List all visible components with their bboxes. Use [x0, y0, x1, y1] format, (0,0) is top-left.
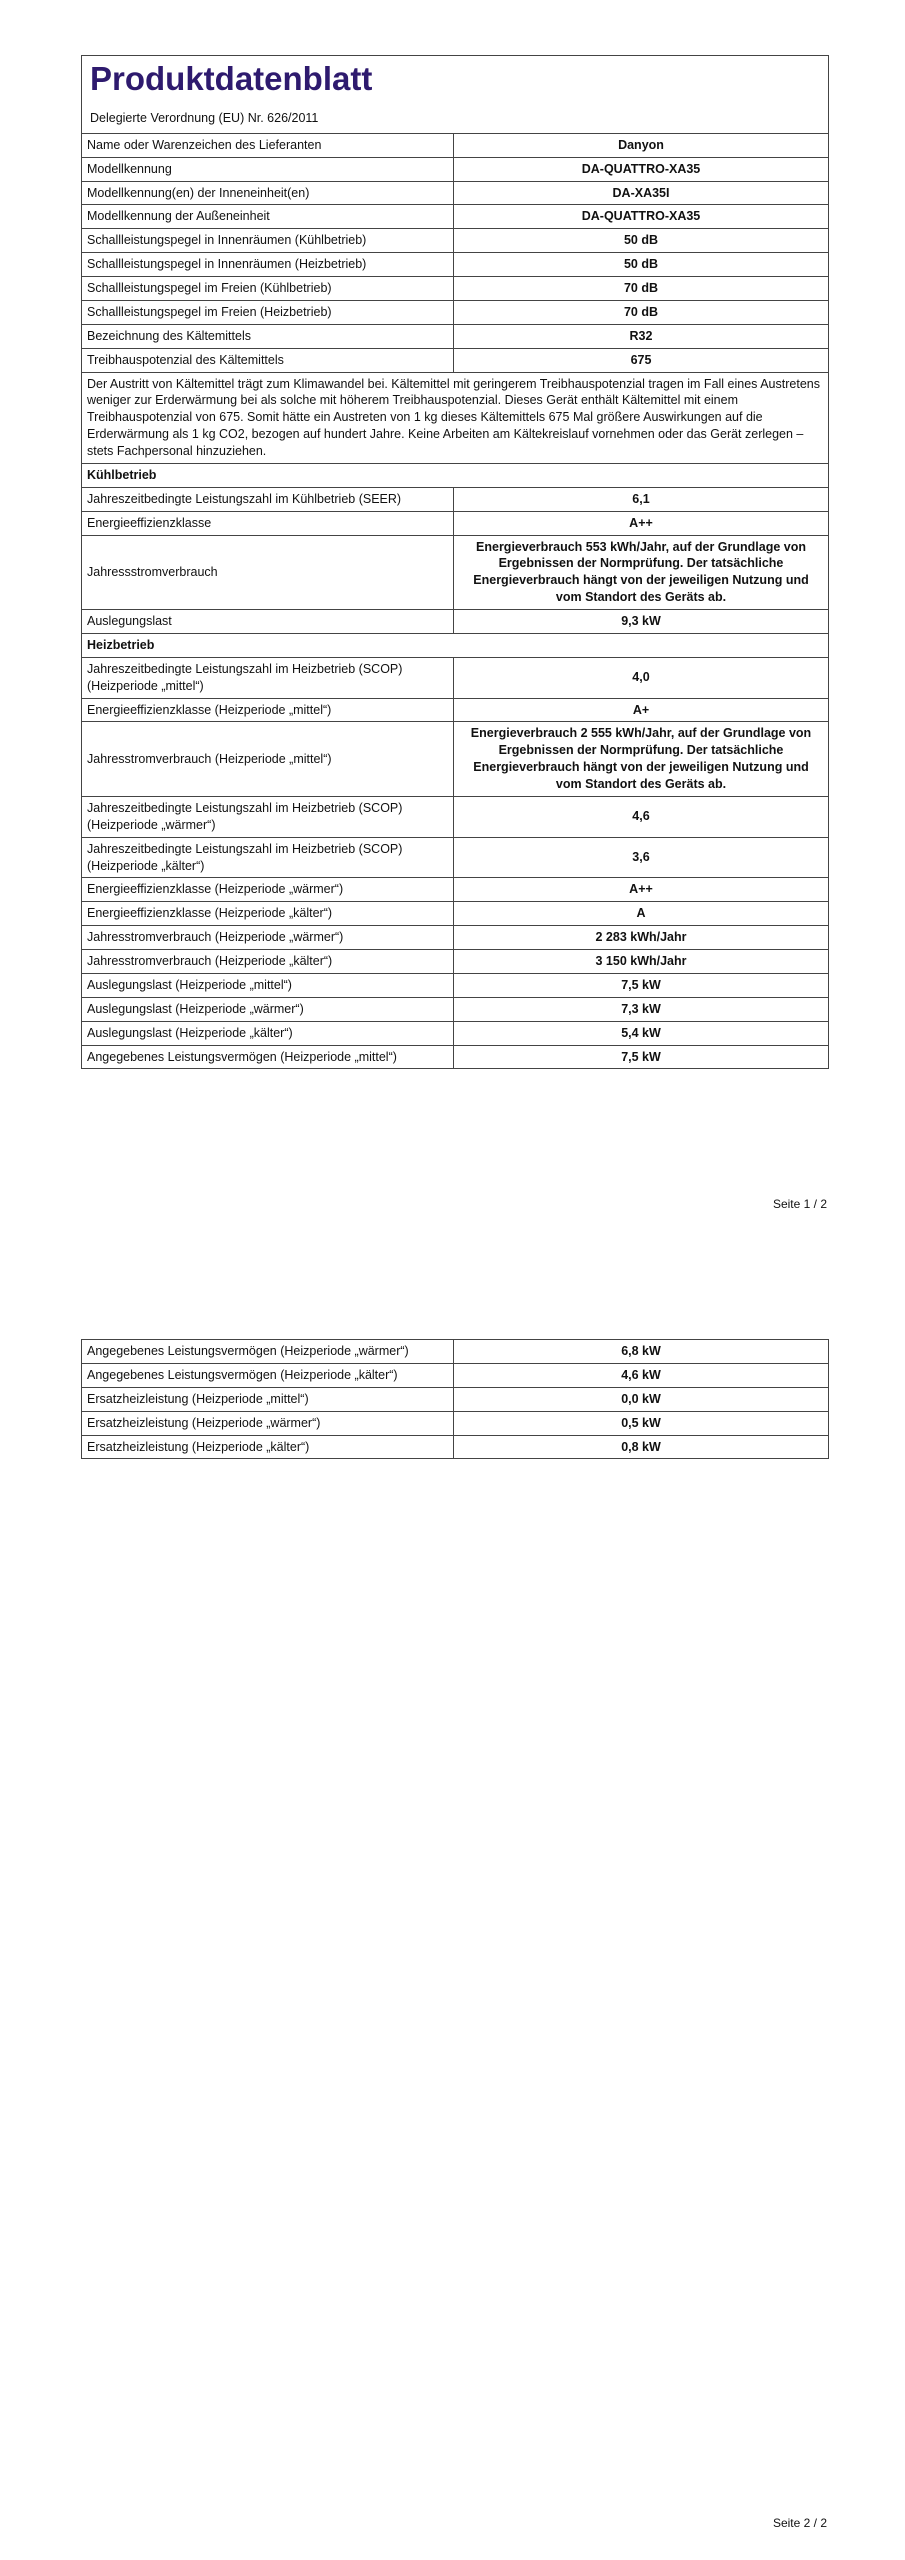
- page-2: [0, 1280, 905, 2560]
- section-row: [82, 633, 829, 657]
- row-value: 675: [454, 348, 829, 372]
- table-row: [82, 535, 829, 610]
- row-value: 7,3 kW: [454, 997, 829, 1021]
- table-row: [82, 324, 829, 348]
- row-label: Ersatzheizleistung (Heizperiode „mittel“): [82, 1387, 454, 1411]
- row-value: Energieverbrauch 2 555 kWh/Jahr, auf der Grundlage von Ergebnissen der Normprüfung. Der tatsächliche Energieverbrauch hängt von der jeweiligen Nutzung und vom Standort des Geräts ab.: [454, 722, 829, 797]
- row-label: Auslegungslast (Heizperiode „kälter“): [82, 1021, 454, 1045]
- row-value: 6,8 kW: [454, 1340, 829, 1364]
- section-heading-cooling: Kühlbetrieb: [82, 463, 829, 487]
- table-row: [82, 902, 829, 926]
- table-row: [82, 610, 829, 634]
- row-value: 2 283 kWh/Jahr: [454, 926, 829, 950]
- row-value: DA-QUATTRO-XA35: [454, 157, 829, 181]
- row-label: Energieeffizienzklasse: [82, 511, 454, 535]
- row-value: 9,3 kW: [454, 610, 829, 634]
- row-label: Name oder Warenzeichen des Lieferanten: [82, 133, 454, 157]
- row-value: 6,1: [454, 487, 829, 511]
- row-label: Energieeffizienzklasse (Heizperiode „wärmer“): [82, 878, 454, 902]
- row-value: DA-XA35I: [454, 181, 829, 205]
- table-row: [82, 229, 829, 253]
- page-title: Produktdatenblatt: [90, 60, 373, 97]
- row-label: Jahreszeitbedingte Leistungszahl im Kühlbetrieb (SEER): [82, 487, 454, 511]
- table-row: [82, 253, 829, 277]
- row-value: 70 dB: [454, 277, 829, 301]
- row-value: 0,5 kW: [454, 1411, 829, 1435]
- row-label: Bezeichnung des Kältemittels: [82, 324, 454, 348]
- row-value: DA-QUATTRO-XA35: [454, 205, 829, 229]
- table-row: [82, 1363, 829, 1387]
- row-value: 0,8 kW: [454, 1435, 829, 1459]
- table-row: [82, 1045, 829, 1069]
- table-row: [82, 133, 829, 157]
- table-row: [82, 837, 829, 878]
- datasheet-table: [81, 55, 829, 1069]
- row-value: 7,5 kW: [454, 1045, 829, 1069]
- page-number: Seite 1 / 2: [772, 1197, 827, 1211]
- regulation-subtitle: Delegierte Verordnung (EU) Nr. 626/2011: [90, 110, 319, 125]
- row-value: 50 dB: [454, 253, 829, 277]
- table-row: [82, 722, 829, 797]
- table-row: [82, 973, 829, 997]
- row-value: A+: [454, 698, 829, 722]
- row-label: Jahresstromverbrauch (Heizperiode „wärmer“): [82, 926, 454, 950]
- table-row: [82, 1411, 829, 1435]
- table-row: [82, 181, 829, 205]
- row-value: A: [454, 902, 829, 926]
- row-label: Schallleistungspegel im Freien (Heizbetrieb): [82, 300, 454, 324]
- row-value: 7,5 kW: [454, 973, 829, 997]
- row-label: Schallleistungspegel im Freien (Kühlbetrieb): [82, 277, 454, 301]
- row-label: Angegebenes Leistungsvermögen (Heizperiode „mittel“): [82, 1045, 454, 1069]
- row-label: Jahresstromverbrauch (Heizperiode „mittel“): [82, 722, 454, 797]
- row-label: Energieeffizienzklasse (Heizperiode „mittel“): [82, 698, 454, 722]
- table-row: [82, 487, 829, 511]
- row-label: Jahressstromverbrauch: [82, 535, 454, 610]
- table-row: [82, 950, 829, 974]
- row-label: Modellkennung: [82, 157, 454, 181]
- row-value: R32: [454, 324, 829, 348]
- row-value: 3 150 kWh/Jahr: [454, 950, 829, 974]
- page-number: Seite 2 / 2: [772, 2516, 827, 2530]
- table-row: [82, 1387, 829, 1411]
- section-row: [82, 463, 829, 487]
- table-row: [82, 157, 829, 181]
- table-row: [82, 997, 829, 1021]
- row-value: 3,6: [454, 837, 829, 878]
- table-row: [82, 1021, 829, 1045]
- row-value: 50 dB: [454, 229, 829, 253]
- title-row: [82, 56, 829, 134]
- table-row: [82, 205, 829, 229]
- table-row: [82, 1340, 829, 1364]
- table-row: [82, 511, 829, 535]
- section-heading-heating: Heizbetrieb: [82, 633, 829, 657]
- table-row: [82, 348, 829, 372]
- title-cell: [82, 56, 829, 134]
- row-label: Modellkennung der Außeneinheit: [82, 205, 454, 229]
- row-value: A++: [454, 511, 829, 535]
- row-label: Auslegungslast (Heizperiode „wärmer“): [82, 997, 454, 1021]
- table-row: [82, 878, 829, 902]
- row-value: 0,0 kW: [454, 1387, 829, 1411]
- datasheet-table-continued: [81, 1339, 829, 1459]
- refrigerant-note-row: [82, 372, 829, 463]
- table-row: [82, 698, 829, 722]
- table-row: [82, 796, 829, 837]
- row-label: Jahresstromverbrauch (Heizperiode „kälter“): [82, 950, 454, 974]
- table-row: [82, 926, 829, 950]
- row-label: Angegebenes Leistungsvermögen (Heizperiode „wärmer“): [82, 1340, 454, 1364]
- row-label: Auslegungslast (Heizperiode „mittel“): [82, 973, 454, 997]
- row-value: 4,6 kW: [454, 1363, 829, 1387]
- table-row: [82, 1435, 829, 1459]
- row-label: Ersatzheizleistung (Heizperiode „kälter“): [82, 1435, 454, 1459]
- row-label: Jahreszeitbedingte Leistungszahl im Heizbetrieb (SCOP) (Heizperiode „wärmer“): [82, 796, 454, 837]
- row-value: 4,0: [454, 657, 829, 698]
- row-label: Schallleistungspegel in Innenräumen (Kühlbetrieb): [82, 229, 454, 253]
- refrigerant-note: Der Austritt von Kältemittel trägt zum Klimawandel bei. Kältemittel mit geringerem Treibhauspotenzial tragen im Fall eines Austretens weniger zur Erderwärmung bei als solche mit höherem Treibhauspotenzial. Dieses Gerät enthält Kältemittel mit einem Treibhauspotenzial von 675. Somit hätte ein Austreten von 1 kg dieses Kältemittels 675 Mal größere Auswirkungen auf die Erderwärmung als 1 kg CO2, bezogen auf hundert Jahre. Keine Arbeiten am Kältekreislauf vornehmen oder das Gerät zerlegen – stets Fachpersonal hinzuziehen.: [82, 372, 829, 463]
- row-value: A++: [454, 878, 829, 902]
- row-label: Auslegungslast: [82, 610, 454, 634]
- table-row: [82, 657, 829, 698]
- row-label: Angegebenes Leistungsvermögen (Heizperiode „kälter“): [82, 1363, 454, 1387]
- row-label: Jahreszeitbedingte Leistungszahl im Heizbetrieb (SCOP) (Heizperiode „mittel“): [82, 657, 454, 698]
- row-value: Danyon: [454, 133, 829, 157]
- row-value: 4,6: [454, 796, 829, 837]
- row-label: Jahreszeitbedingte Leistungszahl im Heizbetrieb (SCOP) (Heizperiode „kälter“): [82, 837, 454, 878]
- row-label: Treibhauspotenzial des Kältemittels: [82, 348, 454, 372]
- row-label: Schallleistungspegel in Innenräumen (Heizbetrieb): [82, 253, 454, 277]
- table-row: [82, 300, 829, 324]
- row-label: Modellkennung(en) der Inneneinheit(en): [82, 181, 454, 205]
- row-value: 70 dB: [454, 300, 829, 324]
- table-row: [82, 277, 829, 301]
- row-label: Energieeffizienzklasse (Heizperiode „kälter“): [82, 902, 454, 926]
- row-label: Ersatzheizleistung (Heizperiode „wärmer“): [82, 1411, 454, 1435]
- row-value: Energieverbrauch 553 kWh/Jahr, auf der Grundlage von Ergebnissen der Normprüfung. Der tatsächliche Energieverbrauch hängt von der jeweiligen Nutzung und vom Standort des Geräts ab.: [454, 535, 829, 610]
- row-value: 5,4 kW: [454, 1021, 829, 1045]
